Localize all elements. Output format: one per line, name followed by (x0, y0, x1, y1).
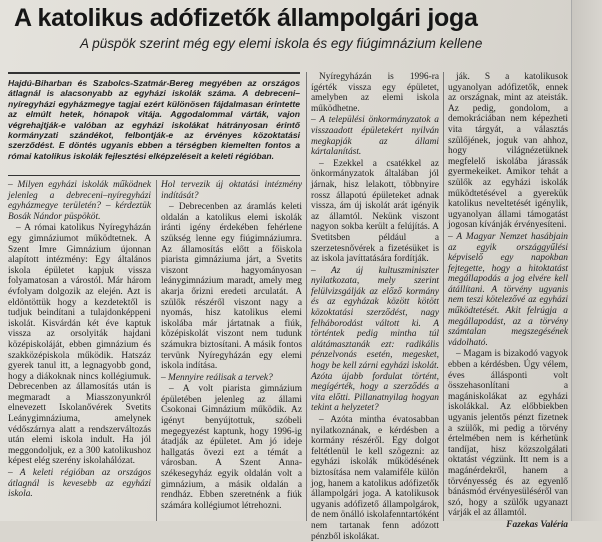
column-divider (306, 72, 307, 521)
lead-bottom-rule (8, 175, 300, 176)
adjacent-page-edge (571, 0, 602, 521)
article-paragraph: – Ezekkel a csatékkel az önkormányzatok általában jól járnak, hisz lelakott, többnyire rossz állapotú épületeket adnak vissza, ám új iskolát arát igényik az államtól. Nekünk viszont nagyon sokba került a felújítás. A Svetitsben például a szerzetesnővérek a fizetésüket is az iskola javíttatására fordítják. (311, 158, 439, 265)
article-paragraph: – Az új kultuszminiszter nyilatkozata, mely szerint felülvizsgálják az előző kormány és az egyházak között kötött közoktatási szerződést, nagy felháborodást váltott ki. A történtek pedig mintha túl alátámasztanák ezt: radikális pénzelvonás esetén, megesket, hogy be kell zárni egyházi iskolát. Azóta újabb fordulat történt, megígérték, hogy a szerződés a vita előtti. Pillanatnyilag hogyan tekint a helyzetet? (311, 265, 439, 414)
article-paragraph: – A települési önkormányzatok a visszaadott épületekért nyilván megkapják az állami kártalanítást. (311, 115, 439, 158)
article-paragraph: Nyíregyházán is 1996-ra ígérték vissza egy épületet, amelyben az elemi iskola működhetne. (311, 72, 439, 114)
article-paragraph: – A Magyar Nemzet hasábjain az egyik országgyűlési képviselő egy napokban fejtegette, hogy a hitoktatást megállapodás a jog elvére kell átállítani. A törvény ugyanis nem teszi kötelezővé az egyházi működtetését. Akit felrúgja a megállapodást, az a törvény számtalan megszegésének vádolható. (448, 231, 568, 348)
article-column-2 (161, 180, 302, 521)
article-paragraph: – Mennyire reálisak a tervek? (161, 372, 273, 383)
article-paragraph: ják. S a katolikusok ugyanolyan adófizetők, ennek az országnak, mint az ateisták. Az pedig, gondolom, a demokráciában nem képezheti vita tárgyát, a választás szülőjének, joguk van ahhoz, hogy világnézetüknek megfelelő iskolába járassák gyermekeiket. Amikor tehát a szülők az egyházi iskolák működtetésével a gyerekük katolikus neveltetését igénylik, ugyanolyan állami támogatást jogosan kívánják érvényesíteni. (448, 72, 568, 231)
article-paragraph: – Debrecenben az áramlás keleti oldalán a katolikus elemi iskolák iránti igény érdekében fehérlene szükség lenne egy fiúgimnáziumra. Az államosítás előtt a főiskola piarista gimnáziuma járt, a Svetits viszont hagyományosan leánygimnázium maradt, amely meg akarja őrizni eredeti arculatát. A szülők részéről viszont nagy a nyomás, hisz katolikus elemi iskolába már jártatnak a fiúk, középiskolát viszont nem tudunk számukra biztosítani. A másik fontos tervünk Nyíregyházán egy elemi iskola indítása. (161, 202, 302, 372)
article-column-3 (311, 72, 439, 542)
article-paragraph: – Milyen egyházi iskolák működnek jelenleg a debreceni–nyíregyházi egyházmegye területén? – kérdeztük Bosák Nándor püspököt. (8, 180, 151, 222)
article-paragraph: – Azóta mintha évatosabban nyilatkoznának, e kérdésben a kormány részéről. Egy dolgot feltétlenül le kell szögezni: az egyházi iskolák működésének biztosítása nem valamiféle külön jog, hanem a katolikus adófizetők állampolgári joga. A katolikusok ugyanis adófizető állampolgárok, de nem önálló iskolafenntartóként nem tartanak fenn adózott pénzből iskolákat. (311, 415, 439, 542)
article-column-1 (8, 180, 151, 521)
article-paragraph: – A volt piarista gimnázium épületében jelenleg az állami Csokonai Gimnázium működik. Az igényt benyújtottuk, szóbeli megegyezést kaptunk, hogy 1996-ig átadják az épületet. Am jó ideje hallgatás övezi ezt a témát a városban. A Szent Anna-székesegyház egyik oldalán volt a gimnázium, a másik oldalán a rendház. Ebben szeretnénk a fiúk számára kollégiumot létrehozni. (161, 384, 302, 511)
article-paragraph: – A keleti régióban az országos átlagnál is kevesebb az egyházi iskola. (8, 468, 151, 500)
article-headline: A katolikus adófizetők állampolgári joga (14, 4, 478, 32)
article-paragraph: – Magam is bizakodó vagyok ebben a kérdésben. Úgy vélem, éves állásponti volt összehasonlítani a magániskolákat az egyházi iskolákkal. Az előbbiekben ugyanis jelentős pénzt fizetnek a szülők, mi pedig a törvény értelmében nem is kérhetünk tandíjat, hisz közszolgálati oktatást végzünk. Itt nem is a magánérdekről, hanem a törvényesség és az egyenlő bánásmód érvényesüléséről van szó, hogy a szülők ugyanazt várják el az államtól. (448, 349, 568, 519)
column-divider (443, 72, 444, 521)
column-divider (156, 180, 157, 521)
article-subheadline: A püspök szerint még egy elemi iskola és egy fiúgimnázium kellene (80, 36, 483, 51)
article-column-4 (448, 72, 568, 530)
article-paragraph: Hol tervezik új oktatási intézmény indítását? (161, 180, 302, 201)
author-signature: Fazekas Valéria (506, 519, 568, 530)
article-lead: Hajdú-Biharban és Szabolcs-Szatmár-Bereg megyében az országos átlagnál is alacsonyabb az egyházi iskolák száma. A debreceni–nyíregyházi egyházmegye tagjai ezért különösen fájdalmasan érintette az elmúlt hetek, hónapok vitája. Aggodalommal várták, vajon végrehajtják-e valóban az egyházi iskolákat hátrányosan érintő kormányzati szándékot, felbontják-e az érvényes közoktatási szerződést. E döntés ugyanis ebben a térségben kiemelten fontos a római katolikus iskolák fejlesztési elképzeléseit a keleti régióban. (8, 78, 300, 161)
article-paragraph: – A római katolikus Nyíregyházán egy gimnáziumot működtetnek. A Szent Imre Gimnázium újonnan alapított intézmény: Egy általános iskola épületet kapjuk vissza folyamatosan a várostól. Már három évfolyam dolgozik az elején. Azt is eldöntöttük hogy a kezdetektől is tudjuk beindítani a tulajdonképpeni iskolát. Kisvárdán két éve kaptuk vissza az orsolyiták hajdani középiskoláját, ebben gimnázium és szakközépiskola működik. Hatszáz gyerek tanul itt, a legnagyobb gond, hogy a diákoknak nincs kollégiumuk. Debrecenben az államosítás után is megmaradt a Miasszonyunkról elnevezett Iskolanővérek Svetits Leánygimnáziuma, amelynek védőszárnya alatt a rendszerváltozás után elemi iskola indult. Ha jól meggondoljuk, ez a 300 katolikushoz képest elég szerény iskolahálózat. (8, 223, 151, 467)
lead-top-rule (8, 72, 300, 74)
